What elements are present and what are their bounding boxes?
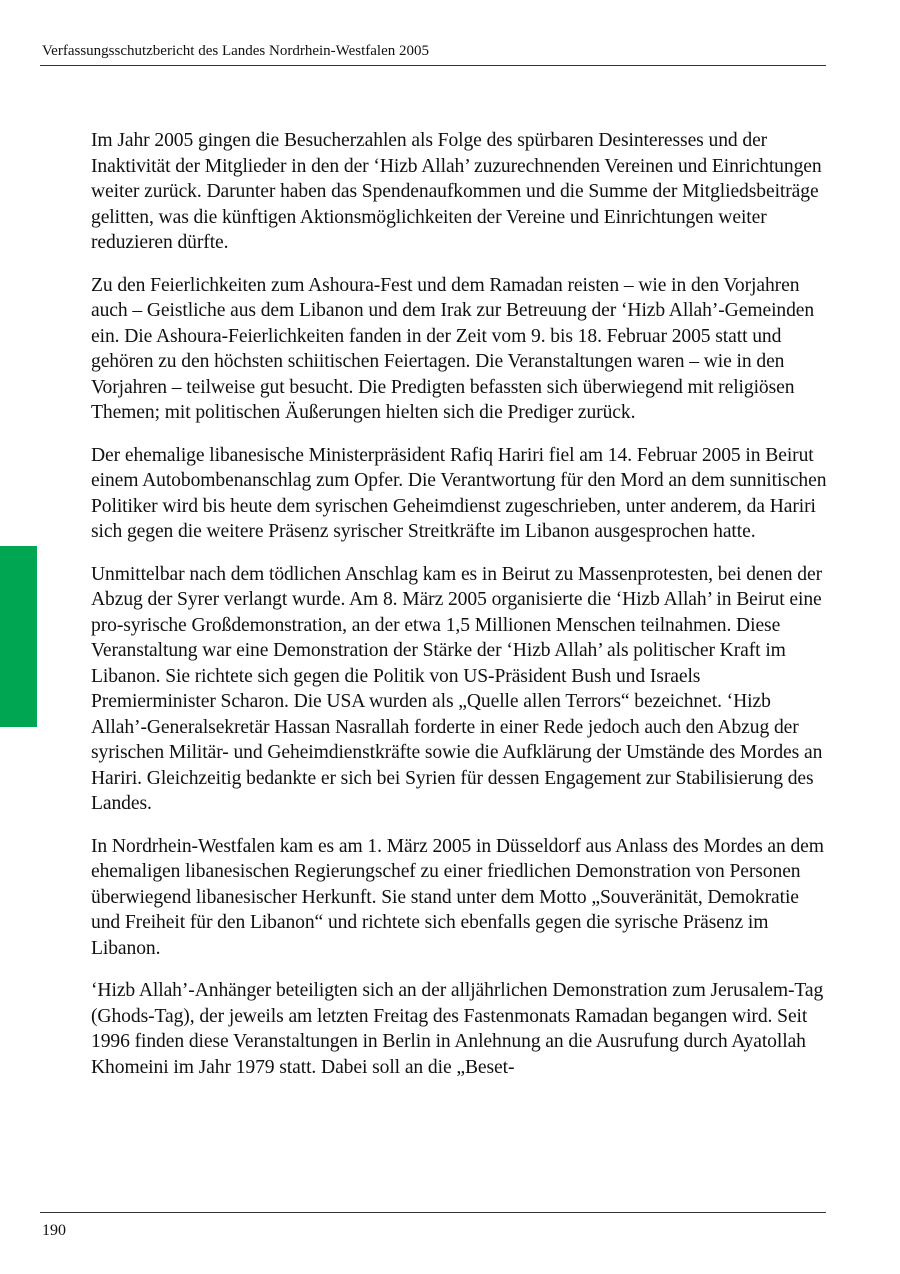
body-text <box>91 128 827 1097</box>
page-header <box>40 40 826 66</box>
paragraph-2: Zu den Feierlichkeiten zum Ashoura-Fest und dem Ramadan reisten – wie in den Vorjahren auch – Geistliche aus dem Libanon und dem Irak zur Betreuung der ‘Hizb Allah’-Gemeinden ein. Die Ashoura-Feierlichkeiten fanden in der Zeit vom 9. bis 18. Februar 2005 statt und gehören zu den höchsten schiitischen Feiertagen. Die Veranstaltungen waren – wie in den Vorjahren – teilweise gut besucht. Die Predigten befassten sich überwiegend mit religiösen Themen; mit politischen Äußerungen hielten sich die Prediger zurück. <box>91 274 815 423</box>
paragraph-4: Unmittelbar nach dem tödlichen Anschlag kam es in Beirut zu Massenprotesten, bei denen der Abzug der Syrer verlangt wurde. Am 8. März 2005 organisierte die ‘Hizb Allah’ in Beirut eine pro-syrische Großdemonstration, an der etwa 1,5 Millionen Menschen teilnahmen. Diese Veranstaltung war eine Demonstration der Stärke der ‘Hizb Allah’ als politischer Kraft im Libanon. Sie richtete sich gegen die Politik von US-Präsident Bush und Israels Premierminister Scharon. Die USA wurden als „Quelle allen Terrors“ bezeichnet. ‘Hizb Allah’-Generalsekretär Hassan Nasrallah forderte in einer Rede jedoch auch den Abzug der syrischen Militär- und Geheimdienstkräfte sowie die Aufklärung der Umstände des Mordes an Hariri. Gleichzeitig bedankte er sich bei Syrien für dessen Engagement zur Stabilisierung des Landes. <box>91 563 823 814</box>
paragraph-6: ‘Hizb Allah’-Anhänger beteiligten sich an der alljährlichen Demonstration zum Jerusalem-Tag (Ghods-Tag), der jeweils am letzten Freitag des Fastenmonats Ramadan begangen wird. Seit 1996 finden diese Veranstaltungen in Berlin in Anlehnung an die Ausrufung durch Ayatollah Khomeini im Jahr 1979 statt. Dabei soll an die „Beset- <box>91 980 824 1078</box>
paragraph-5: In Nordrhein-Westfalen kam es am 1. März 2005 in Düsseldorf aus Anlass des Mordes an dem ehemaligen libanesischen Regierungschef zu einer friedlichen Demonstration von Personen überwiegend libanesischer Herkunft. Sie stand unter dem Motto „Souveränität, Demokratie und Freiheit für den Libanon“ und richtete sich ebenfalls gegen die syrische Präsenz im Libanon. <box>91 835 824 959</box>
chapter-side-marker <box>0 546 37 727</box>
paragraph-1: Im Jahr 2005 gingen die Besucherzahlen als Folge des spürbaren Desinteresses und der Inaktivität der Mitglieder in den der ‘Hizb Allah’ zuzurechnenden Vereinen und Einrichtungen weiter zurück. Darunter haben das Spendenaufkommen und die Summe der Mitgliedsbeiträge gelitten, was die künftigen Aktionsmöglichkeiten der Vereine und Einrichtungen weiter reduzieren dürfte. <box>91 130 822 253</box>
page-footer <box>40 1212 826 1239</box>
header-title: Verfassungsschutzbericht des Landes Nordrhein-Westfalen 2005 <box>42 43 430 59</box>
paragraph-3: Der ehemalige libanesische Ministerpräsident Rafiq Hariri fiel am 14. Februar 2005 in Beirut einem Autobombenanschlag zum Opfer. Die Verantwortung für den Mord an dem sunnitischen Politiker wird bis heute dem syrischen Geheimdienst zugeschrieben, unter anderem, da Hariri sich gegen die weitere Präsenz syrischer Streitkräfte im Libanon ausgesprochen hatte. <box>91 444 827 542</box>
page-number: 190 <box>42 1222 66 1239</box>
